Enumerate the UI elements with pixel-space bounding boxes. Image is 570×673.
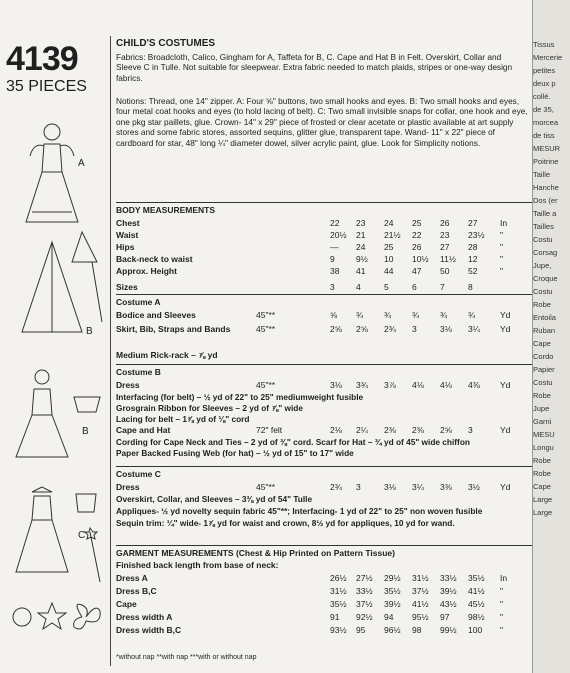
side-strip-line: Robe [533,300,551,309]
fabrics-text: Fabrics: Broadcloth, Calico, Gingham for A, Taffeta for B, C. Cape and Hat B in Felt. Overskirt, Collar and Sleeve C in Tulle. Not suitable for sleepwear. Extra fabric needed to match plaids, stripes or one-way design fabrics. [116,52,513,83]
row-label: Bodice and Sleeves [116,310,196,320]
table-row [116,573,532,584]
side-strip-line: Longu [533,443,554,452]
value-cell: 9½ [356,254,368,264]
side-strip-line: Taille [533,170,551,179]
row-label: Dress A [116,573,148,583]
notions-text: Notions: Thread, one 14" zipper. A: Four ⅝" buttons, two small hooks and eyes. B: Two small hooks and eyes, four metal coat hooks and eyes (to hold lacing of belt). C: Two small invisible snaps for collar, one hook and eye, one pkg star paillets, glue. Crown- 14" x 29" piece of frosted or clear acetate or plastic available at art supply stores and some fabric stores, assorted sequins, glitter glue, transparent tape. Wand- 11" x 22" piece of cardboard for star, 48" long ¼" diameter dowel, silver acrylic paint, glue. Look for Simplicity notions. [116,96,528,148]
value-cell: 33½ [440,573,457,583]
unit-cell: " [500,242,504,252]
side-strip-line: Jupe [533,404,550,413]
row-label: Waist [116,230,139,240]
size-cell: 6 [412,282,417,292]
value-cell: 27 [440,242,450,252]
french-side-strip [532,0,570,673]
value-cell: 3¼ [468,324,480,334]
row-label: Back-neck to waist [116,254,193,264]
fabric-width: 45"** [256,324,276,334]
table-row [116,324,532,335]
table-row [116,482,532,493]
dress-b-sketch [16,370,100,457]
value-cell: 47 [412,266,422,276]
note-line: Interfacing (for belt) – ½ yd of 22" to 25" mediumweight fusible [116,392,364,402]
value-cell: 4⅜ [468,380,480,390]
value-cell: 91 [330,612,340,622]
side-strip-line: Tissus [533,40,555,49]
note-line: Paper Backed Fusing Web (for hat) – ½ yd of 15" to 17" wide [116,448,354,458]
value-cell: 3⅞ [384,380,396,390]
figure-label-a: A [78,158,85,169]
value-cell: 2¾ [384,324,396,334]
value-cell: 2¼ [356,425,368,435]
value-cell: 3⅛ [440,324,452,334]
note-line: Overskirt, Collar, and Sleeves – 3⅜ yd of 54" Tulle [116,494,313,504]
value-cell: 31½ [330,586,347,596]
fabric-width: 45"** [256,380,276,390]
note-line: Grosgrain Ribbon for Sleeves – 2 yd of ⅞" wide [116,403,303,413]
value-cell: 99½ [440,625,457,635]
side-strip-line: Mercerie [533,53,563,62]
value-cell: 4⅛ [412,380,424,390]
value-cell: 95½ [412,612,429,622]
applique-shapes [13,603,100,629]
value-cell: 2⅝ [440,425,452,435]
pieces-count: 35 PIECES [6,78,87,95]
value-cell: 21 [356,230,366,240]
side-strip-line: petites [533,66,556,75]
value-cell: 3⅛ [384,482,396,492]
table-row [116,242,532,253]
table-row [116,230,532,241]
table-row [116,254,532,265]
value-cell: 43½ [440,599,457,609]
value-cell: 35½ [468,573,485,583]
value-cell: ⅝ [330,310,338,320]
row-label: Dress width A [116,612,173,622]
side-strip-line: Costu [533,378,553,387]
unit-cell: " [500,612,504,622]
costume-sketches [12,112,107,652]
value-cell: 2⅜ [412,425,424,435]
table-row [116,612,532,623]
panel-divider [110,36,111,666]
unit-cell: In [500,218,508,228]
value-cell: 11½ [440,254,456,264]
side-strip-line: Croque [533,274,558,283]
row-label: Chest [116,218,140,228]
value-cell: 3¾ [356,380,368,390]
value-cell: 41½ [468,586,485,596]
unit-cell: " [500,625,504,635]
side-strip-line: morcea [533,118,559,127]
value-cell: 50 [440,266,450,276]
value-cell: 94 [384,612,394,622]
value-cell: 52 [468,266,478,276]
value-cell: 98 [412,625,422,635]
row-label: Skirt, Bib, Straps and Bands [116,324,231,334]
value-cell: 37½ [356,599,373,609]
value-cell: 41½ [412,599,429,609]
size-cell: 7 [440,282,445,292]
value-cell: 35½ [384,586,401,596]
value-cell: 3 [412,324,417,334]
value-cell: 97 [440,612,450,622]
side-strip-line: deux p [533,79,556,88]
value-cell: 3¼ [412,482,424,492]
value-cell: 92½ [356,612,373,622]
size-cell: 3 [330,282,335,292]
value-cell: 25 [384,242,394,252]
fabric-width: 45"** [256,310,276,320]
fabric-width: 45"** [256,482,276,492]
side-strip-line: Cordo [533,352,554,361]
value-cell: 26½ [330,573,347,583]
value-cell: ¾ [412,310,420,320]
side-strip-line: Robe [533,391,551,400]
garment-subheading: Finished back length from base of neck: [116,560,279,570]
note-line: Sequin trim: ¼" wide- 1⅞ yd for waist and crown, 8½ yd for appliques, 10 yd for wand. [116,518,455,528]
unit-cell: Yd [500,482,511,492]
value-cell: 24 [384,218,394,228]
value-cell: 39½ [440,586,457,596]
unit-cell: " [500,230,504,240]
row-label: Approx. Height [116,266,177,276]
value-cell: 44 [384,266,394,276]
value-cell: ¾ [440,310,448,320]
rule [116,202,532,203]
sizes-row [116,282,532,293]
side-strip-line: Costu [533,235,553,244]
figure-label-b2: B [82,426,89,437]
dress-c-sketch [16,487,100,582]
table-row [116,425,532,436]
side-strip-line: Robe [533,456,551,465]
side-strip-line: Corsag [533,248,558,257]
side-strip-line: Cape [533,339,551,348]
size-cell: 8 [468,282,473,292]
note-line: Lacing for belt – 1⅞ yd of ⅛" cord [116,414,250,424]
value-cell: 2⅝ [356,324,368,334]
row-label: Cape and Hat [116,425,171,435]
value-cell: 98½ [468,612,485,622]
table-row [116,625,532,636]
fabric-width: 72" felt [256,425,283,435]
envelope-title: CHILD'S COSTUMES [116,38,216,49]
value-cell: 22 [330,218,340,228]
value-cell: 3⅜ [440,482,452,492]
side-strip-line: de tiss [533,131,555,140]
value-cell: 9 [330,254,335,264]
value-cell: 23 [440,230,450,240]
garment-heading: GARMENT MEASUREMENTS (Chest & Hip Printed on Pattern Tissue) [116,548,395,558]
value-cell: 93½ [330,625,347,635]
value-cell: 100 [468,625,483,635]
table-row [116,310,532,321]
unit-cell: " [500,599,504,609]
value-cell: 12 [468,254,478,264]
table-row [116,599,532,610]
value-cell: 3 [356,482,361,492]
value-cell: 26 [412,242,422,252]
side-strip-line: de 35, [533,105,554,114]
value-cell: 20½ [330,230,347,240]
rickrack-note: Medium Rick-rack – ⅞ yd [116,350,218,360]
cape-b-sketch [22,232,102,332]
dress-a-sketch [26,124,78,222]
side-strip-line: Dos (er [533,196,558,205]
note-line: Appliques- ½ yd novelty sequin fabric 45"**; Interfacing- 1 yd of 22" to 25" non woven fusible [116,506,483,516]
value-cell: ¾ [384,310,392,320]
costume-b-heading: Costume B [116,367,161,377]
unit-cell: Yd [500,380,511,390]
value-cell: 38 [330,266,340,276]
value-cell: 4⅛ [440,380,452,390]
body-measurements-heading: BODY MEASUREMENTS [116,205,216,215]
unit-cell: " [500,586,504,596]
row-label: Hips [116,242,135,252]
value-cell: 3 [468,425,473,435]
costume-c-heading: Costume C [116,469,161,479]
value-cell: 96½ [384,625,401,635]
side-strip-line: Hanche [533,183,559,192]
value-cell: 45½ [468,599,485,609]
table-row [116,586,532,597]
value-cell: 2⅜ [384,425,396,435]
value-cell: 23 [356,218,366,228]
note-line: Cording for Cape Neck and Ties – 2 yd of ⅜" cord. Scarf for Hat – ¾ yd of 45" wide chiffon [116,437,470,447]
side-strip-line: MESUR [533,144,561,153]
value-cell: 22 [412,230,422,240]
side-strip-line: collé. [533,92,551,101]
side-strip-line: Large [533,508,553,517]
value-cell: 95 [356,625,366,635]
rule [116,545,532,546]
value-cell: 26 [440,218,450,228]
rule [116,466,532,467]
value-cell: 29½ [384,573,401,583]
value-cell: 27 [468,218,478,228]
side-strip-line: Costu [533,287,553,296]
figure-label-b1: B [86,326,93,337]
sizes-label: Sizes [116,282,138,292]
value-cell: 39½ [384,599,401,609]
footnote: *without nap **with nap ***with or without nap [116,654,257,661]
value-cell: ¾ [356,310,364,320]
row-label: Dress [116,482,140,492]
value-cell: 35½ [330,599,347,609]
value-cell: 33½ [356,586,373,596]
rule [116,294,532,295]
figure-label-c: C [78,530,86,541]
side-strip-line: Robe [533,469,551,478]
value-cell: 10 [384,254,394,264]
unit-cell: Yd [500,310,511,320]
side-strip-line: Large [533,495,553,504]
value-cell: 27½ [356,573,373,583]
side-strip-line: Entoila [533,313,556,322]
value-cell: 21½ [384,230,401,240]
table-row [116,218,532,229]
value-cell: 3½ [468,482,480,492]
unit-cell: " [500,266,504,276]
value-cell: 2⅛ [330,425,342,435]
row-label: Dress [116,380,140,390]
side-strip-line: Garni [533,417,552,426]
value-cell: 37½ [412,586,429,596]
value-cell: — [330,242,339,252]
rule [116,364,532,365]
side-strip-line: Ruban [533,326,556,335]
unit-cell: Yd [500,425,511,435]
row-label: Dress width B,C [116,625,182,635]
value-cell: 31½ [412,573,429,583]
table-row [116,266,532,277]
unit-cell: Yd [500,324,511,334]
unit-cell: " [500,254,504,264]
value-cell: ¾ [468,310,476,320]
value-cell: 28 [468,242,478,252]
table-row [116,380,532,391]
unit-cell: In [500,573,508,583]
row-label: Cape [116,599,137,609]
value-cell: 24 [356,242,366,252]
value-cell: 25 [412,218,422,228]
side-strip-line: Cape [533,482,551,491]
size-cell: 5 [384,282,389,292]
size-cell: 4 [356,282,361,292]
pattern-number: 4139 [6,40,78,78]
value-cell: 3⅛ [330,380,342,390]
value-cell: 41 [356,266,366,276]
row-label: Dress B,C [116,586,157,596]
value-cell: 23½ [468,230,485,240]
side-strip-line: Papier [533,365,555,374]
value-cell: 2⅝ [330,324,342,334]
side-strip-line: MESU [533,430,555,439]
value-cell: 10½ [412,254,429,264]
side-strip-line: Jupe, [533,261,552,270]
side-strip-line: Poitrine [533,157,559,166]
costume-a-heading: Costume A [116,297,161,307]
side-strip-line: Tailles [533,222,554,231]
side-strip-line: Taille a [533,209,557,218]
value-cell: 2¾ [330,482,342,492]
